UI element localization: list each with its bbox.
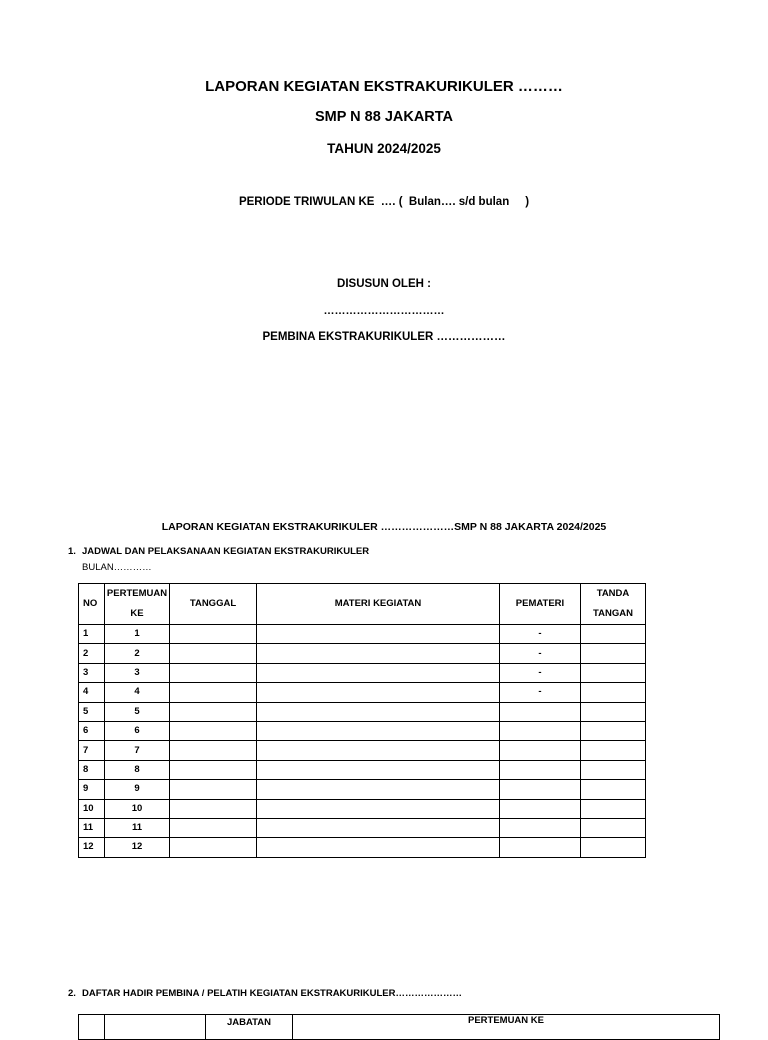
row-tanda-tangan: [581, 625, 646, 644]
row-no: 3: [79, 663, 105, 682]
schedule-table: [78, 583, 646, 858]
row-pertemuan: 1: [105, 625, 170, 644]
row-tanda-tangan: [581, 683, 646, 702]
section2-title: [68, 988, 462, 999]
row-pertemuan: 5: [105, 702, 170, 721]
table-row: [79, 818, 646, 837]
row-pertemuan: 11: [105, 818, 170, 837]
row-pemateri: [500, 721, 581, 740]
table-row: [79, 683, 646, 702]
header-tanggal: TANGGAL: [170, 584, 257, 625]
row-pemateri: [500, 741, 581, 760]
row-tanggal: [170, 760, 257, 779]
row-materi: [257, 838, 500, 857]
section1-subtitle: BULAN…………: [82, 562, 152, 573]
row-pertemuan: 7: [105, 741, 170, 760]
section2-number: 2.: [68, 988, 76, 999]
row-tanda-tangan: [581, 721, 646, 740]
row-tanda-tangan: [581, 663, 646, 682]
row-pertemuan: 4: [105, 683, 170, 702]
table-row: [79, 741, 646, 760]
row-tanda-tangan: [581, 818, 646, 837]
row-no: 8: [79, 760, 105, 779]
cover-periode: PERIODE TRIWULAN KE …. ( Bulan…. s/d bulan ): [238, 196, 530, 208]
cover-pembina: PEMBINA EKSTRAKURIKULER ………………: [262, 331, 506, 343]
row-pertemuan: 12: [105, 838, 170, 857]
row-pertemuan: 8: [105, 760, 170, 779]
table-row: [79, 625, 646, 644]
header-pemateri: PEMATERI: [500, 584, 581, 625]
header-tanda-tangan: TANDA TANGAN: [581, 584, 646, 625]
row-tanda-tangan: [581, 644, 646, 663]
row-no: 1: [79, 625, 105, 644]
row-tanda-tangan: [581, 760, 646, 779]
report-heading: LAPORAN KEGIATAN EKSTRAKURIKULER …………………SMP N 88 JAKARTA 2024/2025: [161, 521, 607, 533]
table-row: [79, 721, 646, 740]
row-tanggal: [170, 799, 257, 818]
row-pertemuan: 2: [105, 644, 170, 663]
row-pemateri: -: [500, 663, 581, 682]
row-materi: [257, 721, 500, 740]
row-tanda-tangan: [581, 799, 646, 818]
section1-label: JADWAL DAN PELAKSANAAN KEGIATAN EKSTRAKURIKULER: [82, 546, 370, 557]
header-pertemuan: PERTEMUAN KE: [105, 584, 170, 625]
attendance-table: [78, 1014, 720, 1040]
row-no: 2: [79, 644, 105, 663]
table-row: [79, 799, 646, 818]
row-pemateri: -: [500, 683, 581, 702]
attendance-header-jabatan: JABATAN: [206, 1015, 293, 1040]
row-no: 5: [79, 702, 105, 721]
row-no: 7: [79, 741, 105, 760]
row-tanda-tangan: [581, 838, 646, 857]
section2-label: DAFTAR HADIR PEMBINA / PELATIH KEGIATAN EKSTRAKURIKULER…………………: [82, 988, 462, 999]
row-tanggal: [170, 683, 257, 702]
row-materi: [257, 683, 500, 702]
cover-title: LAPORAN KEGIATAN EKSTRAKURIKULER ………: [205, 78, 563, 95]
row-pertemuan: 6: [105, 721, 170, 740]
row-tanggal: [170, 780, 257, 799]
table-row: [79, 644, 646, 663]
row-no: 6: [79, 721, 105, 740]
row-tanggal: [170, 741, 257, 760]
header-materi: MATERI KEGIATAN: [257, 584, 500, 625]
table-row: [79, 780, 646, 799]
cover-name-placeholder: ……………………………: [323, 305, 445, 317]
row-materi: [257, 663, 500, 682]
row-pemateri: -: [500, 644, 581, 663]
row-pertemuan: 9: [105, 780, 170, 799]
row-pemateri: [500, 818, 581, 837]
row-pemateri: [500, 760, 581, 779]
row-pemateri: [500, 702, 581, 721]
row-tanggal: [170, 702, 257, 721]
row-materi: [257, 799, 500, 818]
table-row: [79, 663, 646, 682]
row-pertemuan: 10: [105, 799, 170, 818]
table-row: [79, 760, 646, 779]
row-no: 11: [79, 818, 105, 837]
attendance-header-pertemuan: PERTEMUAN KE: [293, 1015, 720, 1040]
section1-number: 1.: [68, 546, 76, 557]
row-tanggal: [170, 721, 257, 740]
row-pemateri: [500, 780, 581, 799]
row-tanggal: [170, 818, 257, 837]
row-tanggal: [170, 663, 257, 682]
row-materi: [257, 625, 500, 644]
cover-disusun: DISUSUN OLEH :: [337, 278, 431, 290]
row-pemateri: [500, 799, 581, 818]
table-row: [79, 838, 646, 857]
table-row: [79, 702, 646, 721]
row-no: 4: [79, 683, 105, 702]
attendance-cell-name: [105, 1015, 206, 1040]
row-materi: [257, 760, 500, 779]
section1-title: [68, 546, 369, 557]
row-pertemuan: 3: [105, 663, 170, 682]
row-materi: [257, 741, 500, 760]
attendance-cell-no: [79, 1015, 105, 1040]
row-tanggal: [170, 625, 257, 644]
row-materi: [257, 702, 500, 721]
attendance-header-row: [79, 1015, 720, 1040]
cover-year: TAHUN 2024/2025: [327, 141, 441, 156]
row-pemateri: -: [500, 625, 581, 644]
row-no: 9: [79, 780, 105, 799]
row-tanggal: [170, 838, 257, 857]
row-tanda-tangan: [581, 780, 646, 799]
cover-school: SMP N 88 JAKARTA: [314, 109, 454, 125]
schedule-body: [79, 625, 646, 858]
row-pemateri: [500, 838, 581, 857]
row-no: 12: [79, 838, 105, 857]
row-materi: [257, 644, 500, 663]
row-materi: [257, 818, 500, 837]
schedule-header-row: [79, 584, 646, 625]
row-materi: [257, 780, 500, 799]
header-no: NO: [79, 584, 105, 625]
row-tanggal: [170, 644, 257, 663]
row-tanda-tangan: [581, 702, 646, 721]
row-no: 10: [79, 799, 105, 818]
row-tanda-tangan: [581, 741, 646, 760]
